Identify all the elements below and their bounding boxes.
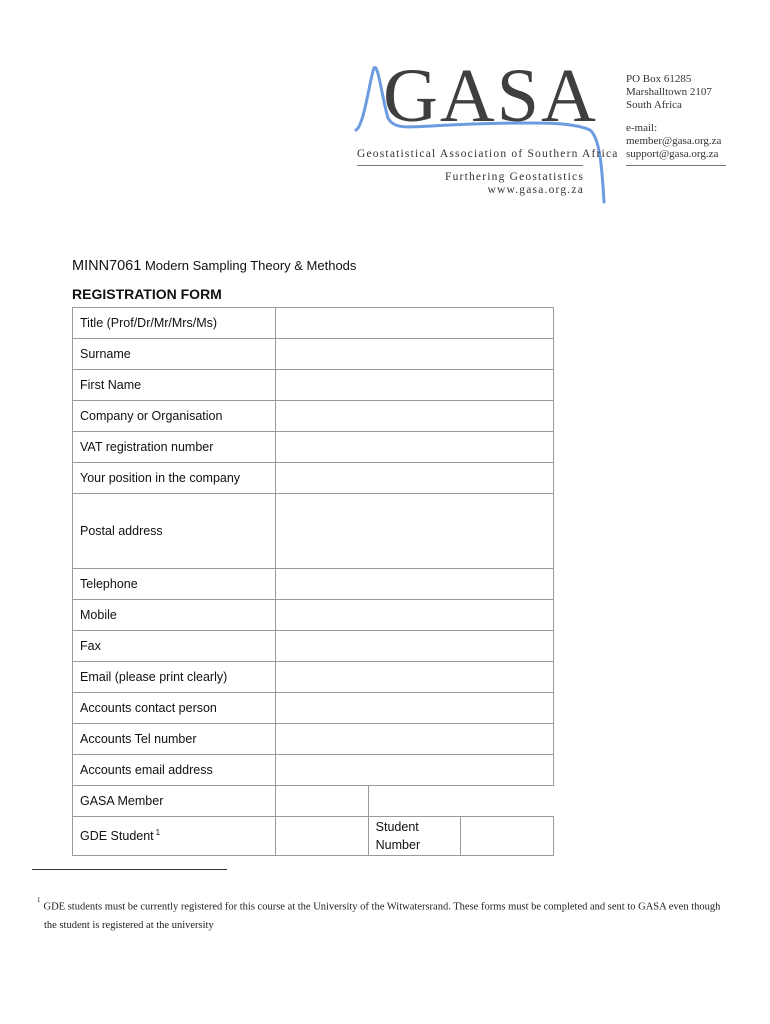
postal-address-input-cell[interactable] [276, 494, 554, 569]
course-code: MINN7061 [72, 258, 142, 274]
gde-student-checkbox-cell[interactable] [276, 817, 369, 856]
field-label: Fax [73, 631, 276, 662]
footnote-number: 1 [37, 896, 41, 904]
gasa-member-label: GASA Member [73, 786, 276, 817]
form-row-postal-address [73, 494, 554, 569]
form-row-gde-student [73, 817, 554, 856]
contact-email-member: member@gasa.org.za [626, 135, 722, 147]
form-row-first-name [73, 370, 554, 401]
field-label: Company or Organisation [73, 401, 276, 432]
gasa-logo-text: GASA [383, 54, 598, 138]
telephone-input-cell[interactable] [276, 569, 554, 600]
blank-cell [368, 786, 553, 817]
student-number-label-line: Student [375, 820, 419, 834]
course-heading [72, 258, 356, 274]
gasa-member-checkbox-cell[interactable] [276, 786, 369, 817]
form-row-accounts-email [73, 755, 554, 786]
field-label: Accounts Tel number [73, 724, 276, 755]
gde-student-label: GDE Student [80, 829, 154, 844]
form-row-gasa-member [73, 786, 554, 817]
accounts-contact-input-cell[interactable] [276, 693, 554, 724]
student-number-label-line: Number [375, 838, 421, 852]
fax-input-cell[interactable] [276, 631, 554, 662]
form-row-position [73, 463, 554, 494]
student-number-input-cell[interactable] [461, 817, 554, 856]
org-website: www.gasa.org.za [487, 184, 584, 196]
registration-table [72, 307, 554, 856]
footnote-rule [32, 869, 227, 870]
field-label: First Name [73, 370, 276, 401]
field-label: Accounts contact person [73, 693, 276, 724]
mobile-input-cell[interactable] [276, 600, 554, 631]
form-row-telephone [73, 569, 554, 600]
field-label: Your position in the company [73, 463, 276, 494]
vat-input-cell[interactable] [276, 432, 554, 463]
accounts-tel-input-cell[interactable] [276, 724, 554, 755]
form-row-title [73, 308, 554, 339]
contact-block [626, 122, 721, 161]
field-label: Postal address [73, 494, 276, 569]
gde-student-label-cell [73, 817, 276, 856]
contact-email-support: support@gasa.org.za [626, 148, 719, 160]
field-label: Telephone [73, 569, 276, 600]
title-input-cell[interactable] [276, 308, 554, 339]
first-name-input-cell[interactable] [276, 370, 554, 401]
org-name: Geostatistical Association of Southern Africa [357, 148, 619, 160]
student-number-label [368, 817, 461, 856]
address-line: Marshalltown 2107 [626, 86, 712, 98]
footnote [37, 894, 724, 935]
form-row-company [73, 401, 554, 432]
address-line: PO Box 61285 [626, 73, 692, 85]
position-input-cell[interactable] [276, 463, 554, 494]
org-tagline: Furthering Geostatistics [445, 171, 584, 183]
form-row-surname [73, 339, 554, 370]
company-input-cell[interactable] [276, 401, 554, 432]
field-label: Title (Prof/Dr/Mr/Mrs/Ms) [73, 308, 276, 339]
postal-address-block [626, 73, 712, 112]
form-row-email [73, 662, 554, 693]
field-label: Email (please print clearly) [73, 662, 276, 693]
field-label: Mobile [73, 600, 276, 631]
contact-label: e-mail: [626, 122, 658, 134]
form-title: REGISTRATION FORM [72, 286, 222, 302]
course-name: Modern Sampling Theory & Methods [144, 258, 357, 273]
contact-rule [626, 165, 726, 166]
surname-input-cell[interactable] [276, 339, 554, 370]
address-line: South Africa [626, 99, 682, 111]
email-input-cell[interactable] [276, 662, 554, 693]
field-label: Accounts email address [73, 755, 276, 786]
form-row-accounts-tel [73, 724, 554, 755]
footnote-marker: 1 [155, 828, 161, 838]
footnote-text: GDE students must be currently registered for this course at the University of the Witwatersrand. These forms must be completed and sent to GASA even though the student is registered at the university [43, 901, 721, 931]
form-row-mobile [73, 600, 554, 631]
field-label: VAT registration number [73, 432, 276, 463]
form-row-accounts-contact [73, 693, 554, 724]
field-label: Surname [73, 339, 276, 370]
form-row-vat [73, 432, 554, 463]
form-row-fax [73, 631, 554, 662]
accounts-email-input-cell[interactable] [276, 755, 554, 786]
letterhead-rule [357, 165, 583, 166]
